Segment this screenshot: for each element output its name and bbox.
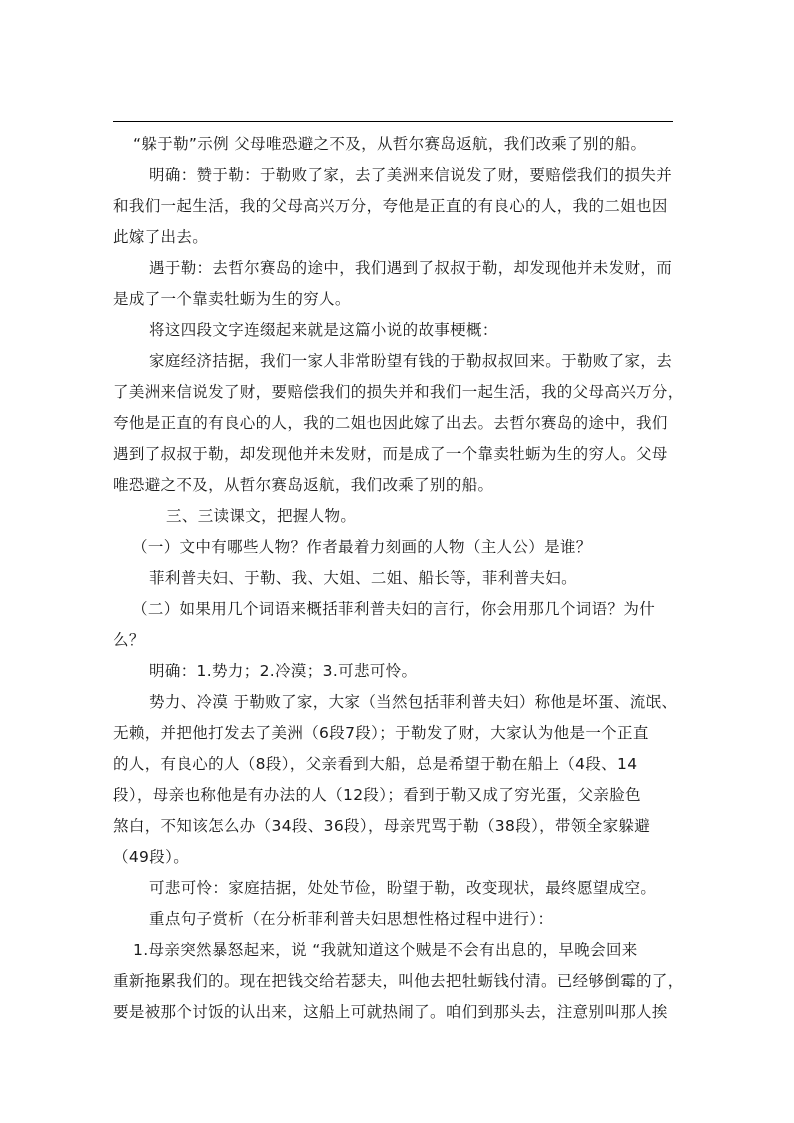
summary-intro-paragraph — [113, 315, 675, 346]
text-line: 菲利普夫妇、于勒、我、大姐、二姐、船长等，菲利普夫妇。 — [149, 569, 577, 587]
text-line: （一）文中有哪些人物？作者最着力刻画的人物（主人公）是谁？ — [132, 538, 592, 556]
text-line: 可悲可怜：家庭拮据，处处节俭，盼望于勒，改变现状，最终愿望成空。 — [149, 879, 657, 897]
clarify-praise-paragraph — [113, 160, 675, 253]
analysis-paragraph — [113, 687, 678, 873]
text-line: 了美洲来信说发了财，要赔偿我们的损失并和我们一起生活，我的父母高兴万分， — [113, 383, 684, 401]
text-line: 段），母亲也称他是有办法的人（12段）；看到于勒又成了穷光蛋，父亲脸色 — [113, 786, 641, 804]
text-line: 三、三读课文，把握人物。 — [166, 507, 357, 525]
key-sentence-one — [113, 935, 684, 1028]
text-line: “躲于勒”示例 父母唯恐避之不及，从哲尔赛岛返航，我们改乘了别的船。 — [133, 135, 647, 153]
text-line: 家庭经济拮据，我们一家人非常盼望有钱的于勒叔叔回来。于勒败了家，去 — [149, 352, 673, 370]
text-line: 遇到了叔叔于勒，却发现他并未发财，而是成了一个靠卖牡蛎为生的穷人。父母 — [113, 445, 668, 463]
text-line: （二）如果用几个词语来概括菲利普夫妇的言行，你会用那几个词语？为什 — [132, 600, 656, 618]
clarify-words-paragraph — [113, 656, 675, 687]
summary-paragraph — [113, 346, 684, 501]
answer-one — [113, 563, 675, 594]
meet-paragraph — [113, 253, 675, 315]
text-line: 重新拖累我们的。现在把钱交给若瑟夫，叫他去把牡蛎钱付清。已经够倒霉的了， — [113, 972, 684, 990]
text-line: 将这四段文字连缀起来就是这篇小说的故事梗概： — [149, 321, 498, 339]
header-rule — [113, 121, 673, 122]
question-one — [113, 532, 675, 563]
text-line: 势力、冷漠 于勒败了家，大家（当然包括菲利普夫妇）称他是坏蛋、流氓、 — [149, 693, 678, 711]
text-line: 1.母亲突然暴怒起来，说 “我就知道这个贼是不会有出息的，早晚会回来 — [133, 941, 638, 959]
text-line: 夸他是正直的有良心的人，我的二姐也因此嫁了出去。去哲尔赛岛的途中，我们 — [113, 414, 668, 432]
pitiful-paragraph — [113, 873, 675, 904]
document-body — [113, 129, 684, 1028]
text-line: 重点句子赏析（在分析菲利普夫妇思想性格过程中进行）： — [149, 910, 554, 928]
text-line: 的人，有良心的人（8段），父亲看到大船，总是希望于勒在船上（4段、14 — [113, 755, 638, 773]
section-three-heading — [113, 501, 675, 532]
example-quote-paragraph — [113, 129, 675, 160]
text-line: 明确：赞于勒：于勒败了家，去了美洲来信说发了财，要赔偿我们的损失并 — [149, 166, 673, 184]
question-two — [113, 594, 675, 656]
text-line: 煞白，不知该怎么办（34段、36段），母亲咒骂于勒（38段），带领全家躲避 — [113, 817, 651, 835]
key-sentences-heading — [113, 904, 675, 935]
text-line: 此嫁了出去。 — [113, 228, 209, 246]
text-line: 要是被那个讨饭的认出来，这船上可就热闹了。咱们到那头去，注意别叫那人挨 — [113, 1003, 668, 1021]
text-line: 唯恐避之不及，从哲尔赛岛返航，我们改乘了别的船。 — [113, 476, 494, 494]
text-line: 无赖，并把他打发去了美洲（6段7段）；于勒发了财，大家认为他是一个正直 — [113, 724, 649, 742]
text-line: 遇于勒：去哲尔赛岛的途中，我们遇到了叔叔于勒，却发现他并未发财，而 — [149, 259, 673, 277]
text-line: 明确：1.势力；2.冷漠；3.可悲可怜。 — [149, 662, 418, 680]
text-line: 和我们一起生活，我的父母高兴万分，夸他是正直的有良心的人，我的二姐也因 — [113, 197, 668, 215]
text-line: 是成了一个靠卖牡蛎为生的穷人。 — [113, 290, 351, 308]
text-line: （49段）。 — [113, 848, 190, 866]
text-line: 么？ — [113, 631, 145, 649]
